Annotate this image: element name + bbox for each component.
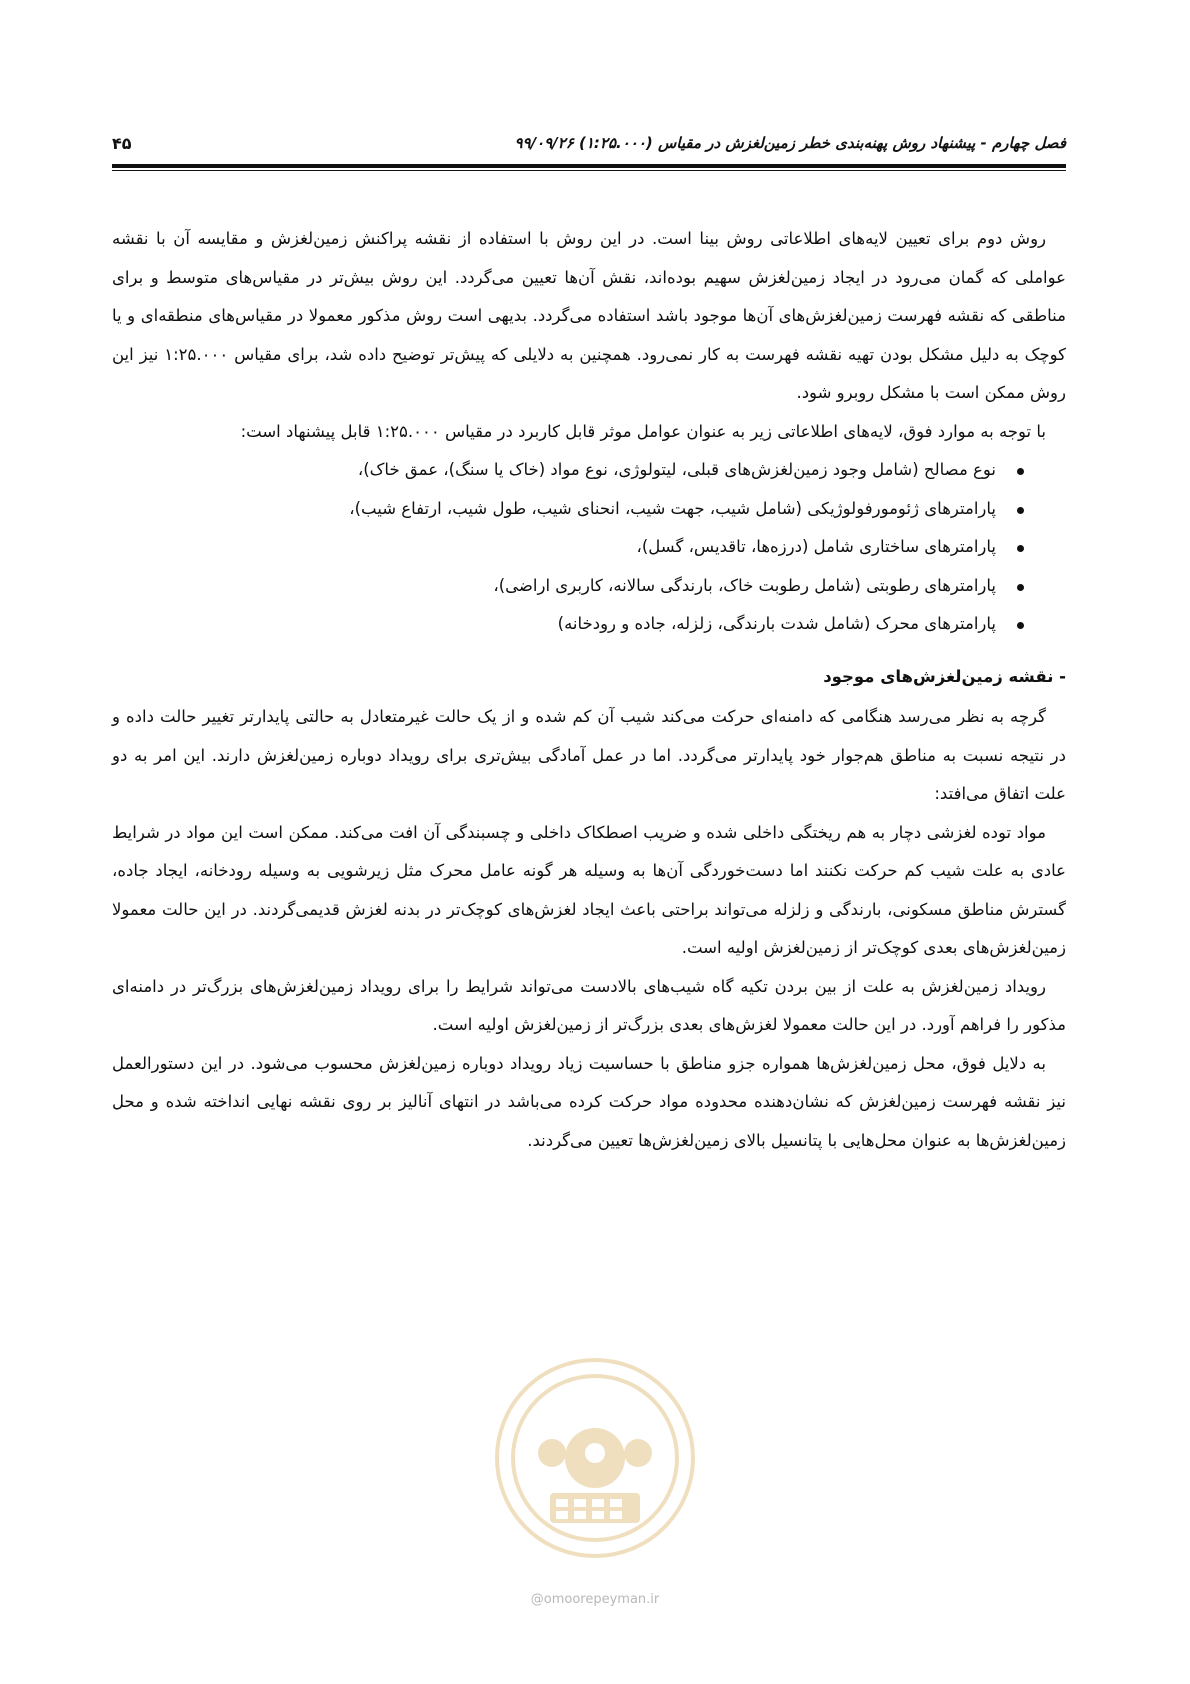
paragraph-methods: روش دوم برای تعیین لایه‌های اطلاعاتی روش بینا است. در این روش با استفاده از نقشه پراکنش زمین‌لغزش و مقایسه آن با نقشه عواملی که گمان می‌رود در ایجاد زمین‌لغزش سهیم بوده‌اند، نقش آن‌ها تعیین می‌گردد. این روش بیش‌تر در مقیاس‌های متوسط و برای مناطقی که نقشه فهرست زمین‌لغزش‌های آن‌ها موجود باشد استفاده می‌گردد. بدیهی است روش مذکور معمولا در مقیاس‌های منطقه‌ای و یا کوچک به دلیل مشکل بودن تهیه نقشه فهرست به کار نمی‌رود. همچنین به دلایلی که پیش‌تر توضیح داده شد، برای مقیاس ۱:۲۵.۰۰۰ نیز این روش ممکن است با مشکل روبرو شود. (112, 229, 1066, 402)
chapter-title: فصل چهارم - پیشنهاد روش پهنه‌بندی خطر زمین‌لغزش در مقیاس (۱:۲۵.۰۰۰) ۹۹/۰۹/۲۶ (514, 134, 1066, 152)
paragraph-stability: گرچه به نظر می‌رسد هنگامی که دامنه‌ای حرکت می‌کند شیب آن کم شده و از یک حالت غیرمتعادل به حالتی پایدارتر تغییر حالت داده و در نتیجه نسبت به مناطق هم‌جوار خود پایدارتر می‌گردد. اما در عمل آمادگی بیش‌تری برای رویداد دوباره زمین‌لغزش دارند. این امر به دو علت اتفاق می‌افتد: (112, 707, 1066, 803)
page-number: ۴۵ (112, 134, 132, 153)
running-header (112, 130, 1066, 164)
watermark-seal (490, 1353, 700, 1563)
page-body (112, 220, 1066, 1160)
list-item: پارامترهای رطوبتی (شامل رطوبت خاک، بارندگی سالانه، کاربری اراضی)، (112, 567, 1026, 606)
paragraph-upslope: رویداد زمین‌لغزش به علت از بین بردن تکیه گاه شیب‌های بالادست می‌تواند شرایط را برای رویداد زمین‌لغزش‌های بزرگ‌تر در دامنه‌ای مذکور را فراهم آورد. در این حالت معمولا لغزش‌های بعدی بزرگ‌تر از زمین‌لغزش اولیه است. (112, 976, 1066, 1034)
list-item: پارامترهای محرک (شامل شدت بارندگی، زلزله، جاده و رودخانه) (112, 605, 1026, 644)
list-item: پارامترهای ژئومورفولوژیکی (شامل شیب، جهت شیب، انحنای شیب، طول شیب، ارتفاع شیب)، (112, 490, 1026, 529)
list-item: نوع مصالح (شامل وجود زمین‌لغزش‌های قبلی، لیتولوژی، نوع مواد (خاک یا سنگ)، عمق خاک)، (112, 451, 1026, 490)
list-item: پارامترهای ساختاری شامل (درزه‌ها، تاقدیس، گسل)، (112, 528, 1026, 567)
header-rule (112, 164, 1066, 168)
bullet-list (112, 451, 1066, 644)
paragraph-layers-intro: با توجه به موارد فوق، لایه‌های اطلاعاتی زیر به عنوان عوامل موثر قابل کاربرد در مقیاس ۱:۲۵.۰۰۰ قابل پیشنهاد است: (240, 421, 1046, 441)
watermark-url: @omoorepeyman.ir (530, 1592, 660, 1607)
paragraph-conclusion: به دلایل فوق، محل زمین‌لغزش‌ها همواره جزو مناطق با حساسیت زیاد رویداد دوباره زمین‌لغزش محسوب می‌شود. در این دستورالعمل نیز نقشه فهرست زمین‌لغزش که نشان‌دهنده محدوده مواد حرکت کرده می‌باشد در انتهای آنالیز بر روی نقشه نهایی انداخته شده و محل زمین‌لغزش‌ها به عنوان محل‌هایی با پتانسیل بالای زمین‌لغزش‌ها تعیین می‌گردند. (112, 1053, 1066, 1150)
section-heading: - نقشه زمین‌لغزش‌های موجود (823, 666, 1066, 686)
paragraph-mass-disturbance: مواد توده لغزشی دچار به هم ریختگی داخلی شده و ضریب اصطکاک داخلی و چسبندگی آن افت می‌کند. ممکن است این مواد در شرایط عادی به علت شیب کم حرکت نکنند اما دست‌خوردگی آن‌ها به وسیله هر گونه عامل محرک مثل زیرشویی به وسیله رودخانه، ایجاد جاده، گسترش مناطق مسکونی، بارندگی و زلزله می‌تواند براحتی باعث ایجاد لغزش‌های کوچک‌تر در بدنه لغزش قدیمی‌گردند. در این حالت معمولا زمین‌لغزش‌های بعدی کوچک‌تر از زمین‌لغزش اولیه است. (112, 822, 1066, 957)
header-rule-thin (112, 170, 1066, 171)
